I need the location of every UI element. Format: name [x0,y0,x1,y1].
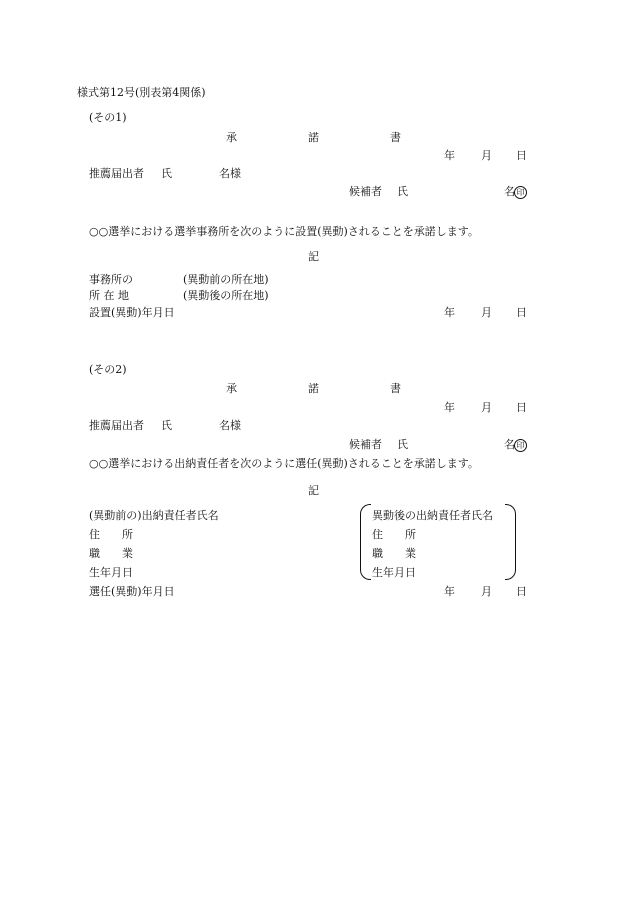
part1-title-char-1: 承 [226,131,237,144]
part2-title-char-2: 諾 [308,382,319,395]
left-bracket [360,504,371,580]
part2-before-occupation-label: 職 業 [89,547,133,560]
part1-recommender-label: 推薦届出者 [89,167,144,180]
part1-date-year: 年 [444,149,455,162]
part2-after-address-label: 住 所 [372,528,416,541]
part2-recommender-label: 推薦届出者 [89,419,144,432]
part2-date-year: 年 [444,401,455,414]
part2-candidate-label: 候補者 [349,438,382,451]
part2-label: (その2) [89,363,127,376]
part2-date-day: 日 [516,401,527,414]
part1-candidate-name-label: 氏 [397,185,408,198]
part2-before-name-label: (異動前の)出納責任者氏名 [89,509,219,522]
part2-statement: ○○選挙における出納責任者を次のように選任(異動)されることを承諾します。 [89,457,479,470]
part1-recommender-name-label: 氏 [161,167,172,180]
part1-statement: ○○選挙における選挙事務所を次のように設置(異動)されることを承諾します。 [89,225,479,238]
right-bracket [505,504,516,580]
part1-record-mark: 記 [308,250,319,263]
part1-setup-date-day: 日 [516,306,527,319]
part1-label: (その1) [89,111,127,124]
part2-recommender-name-label: 氏 [161,419,172,432]
part1-recommender-honorific: 名様 [219,167,241,180]
part1-setup-date-label: 設置(異動)年月日 [89,306,175,319]
part1-setup-date-month: 月 [481,306,492,319]
part2-after-name-label: 異動後の出納責任者氏名 [372,509,493,522]
part2-before-address-label: 住 所 [89,528,133,541]
part2-after-birthdate-label: 生年月日 [372,566,416,579]
part1-title-char-2: 諾 [308,131,319,144]
part1-office-label-1: 事務所の [89,273,133,286]
part2-appointment-date-month: 月 [481,585,492,598]
part1-title-char-3: 書 [390,131,401,144]
part1-setup-date-year: 年 [444,306,455,319]
part2-candidate-name-label: 氏 [397,438,408,451]
part1-candidate-name-suffix: 名 [504,185,515,198]
part1-after-location: (異動後の所在地) [183,289,269,302]
part2-after-occupation-label: 職 業 [372,547,416,560]
part2-candidate-name-suffix: 名 [504,438,515,451]
part1-office-label-2: 所 在 地 [89,289,129,302]
part2-title-char-3: 書 [390,382,401,395]
part1-candidate-label: 候補者 [349,185,382,198]
part2-title-char-1: 承 [226,382,237,395]
part1-before-location: (異動前の所在地) [183,273,269,286]
part2-appointment-date-label: 選任(異動)年月日 [89,585,175,598]
part2-before-birthdate-label: 生年月日 [89,566,133,579]
part2-record-mark: 記 [308,484,319,497]
part1-date-day: 日 [516,149,527,162]
part2-recommender-honorific: 名様 [219,419,241,432]
part2-appointment-date-day: 日 [516,585,527,598]
part1-seal-mark: 印 [514,186,527,199]
part1-date-month: 月 [481,149,492,162]
form-number: 様式第12号(別表第4関係) [77,86,206,99]
part2-appointment-date-year: 年 [444,585,455,598]
part2-date-month: 月 [481,401,492,414]
part2-seal-mark: 印 [514,439,527,452]
